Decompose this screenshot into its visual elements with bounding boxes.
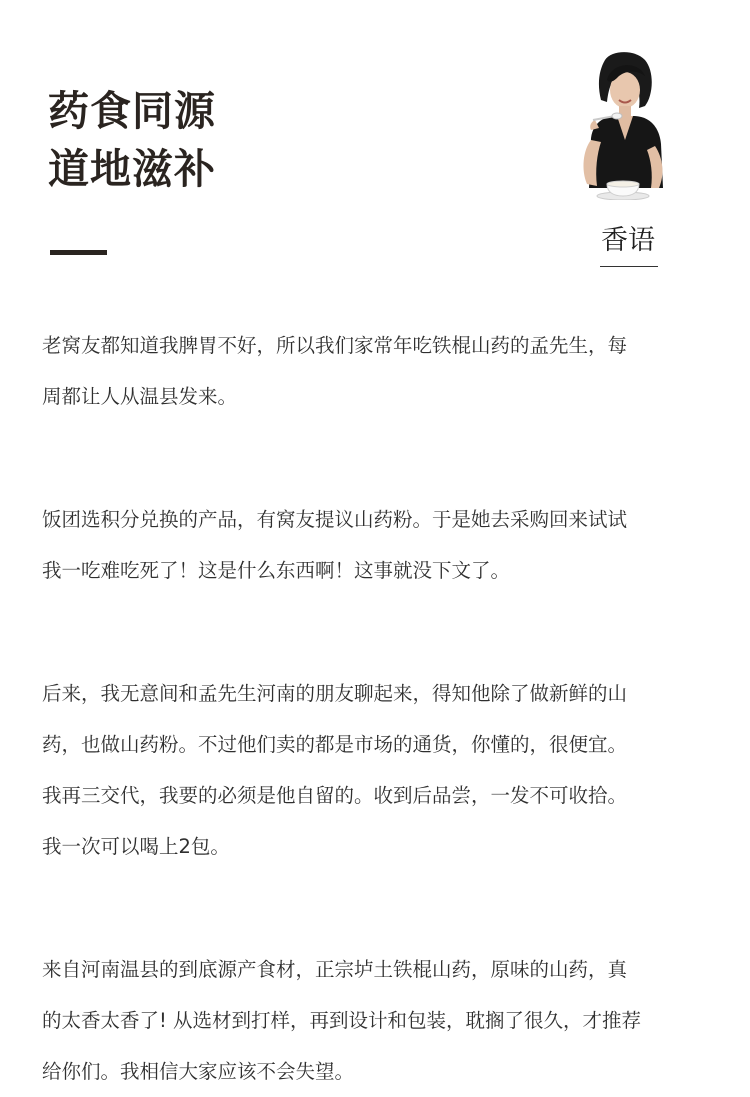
author-name: 香语 [601, 225, 655, 256]
paragraph-line: 老窝友都知道我脾胃不好，所以我们家常年吃铁棍山药的孟先生，每 [42, 334, 628, 357]
paragraph-line: 饭团选积分兑换的产品，有窝友提议山药粉。于是她去采购回来试试 [42, 508, 628, 531]
paragraph-2 [42, 494, 712, 596]
title-line-2: 道地滋补 [48, 145, 216, 193]
author-avatar [567, 50, 671, 200]
paragraph-line: 的太香太香了! 从选材到打样，再到设计和包装，耽搁了很久，才推荐 [42, 1009, 642, 1032]
paragraph-line: 我一吃难吃死了！这是什么东西啊！这事就没下文了。 [42, 559, 511, 582]
author-underline [600, 266, 658, 267]
paragraph-line: 周都让人从温县发来。 [42, 385, 238, 408]
paragraph-1 [42, 320, 712, 422]
woman-eating-icon [567, 50, 671, 200]
paragraph-4 [42, 944, 712, 1097]
paragraph-line: 我一次可以喝上2包。 [42, 835, 230, 858]
paragraph-line: 后来，我无意间和孟先生河南的朋友聊起来，得知他除了做新鲜的山 [42, 682, 628, 705]
paragraph-3 [42, 668, 712, 872]
paragraph-line: 给你们。我相信大家应该不会失望。 [42, 1060, 355, 1083]
title-divider [50, 250, 107, 255]
paragraph-line: 我再三交代，我要的必须是他自留的。收到后品尝，一发不可收拾。 [42, 784, 628, 807]
paragraph-line: 来自河南温县的到底源产食材，正宗垆土铁棍山药，原味的山药，真 [42, 958, 628, 981]
paragraph-line: 药，也做山药粉。不过他们卖的都是市场的通货，你懂的，很便宜。 [42, 733, 628, 756]
article-body [42, 320, 712, 1097]
page-title [48, 82, 216, 198]
title-line-1: 药食同源 [48, 87, 216, 135]
